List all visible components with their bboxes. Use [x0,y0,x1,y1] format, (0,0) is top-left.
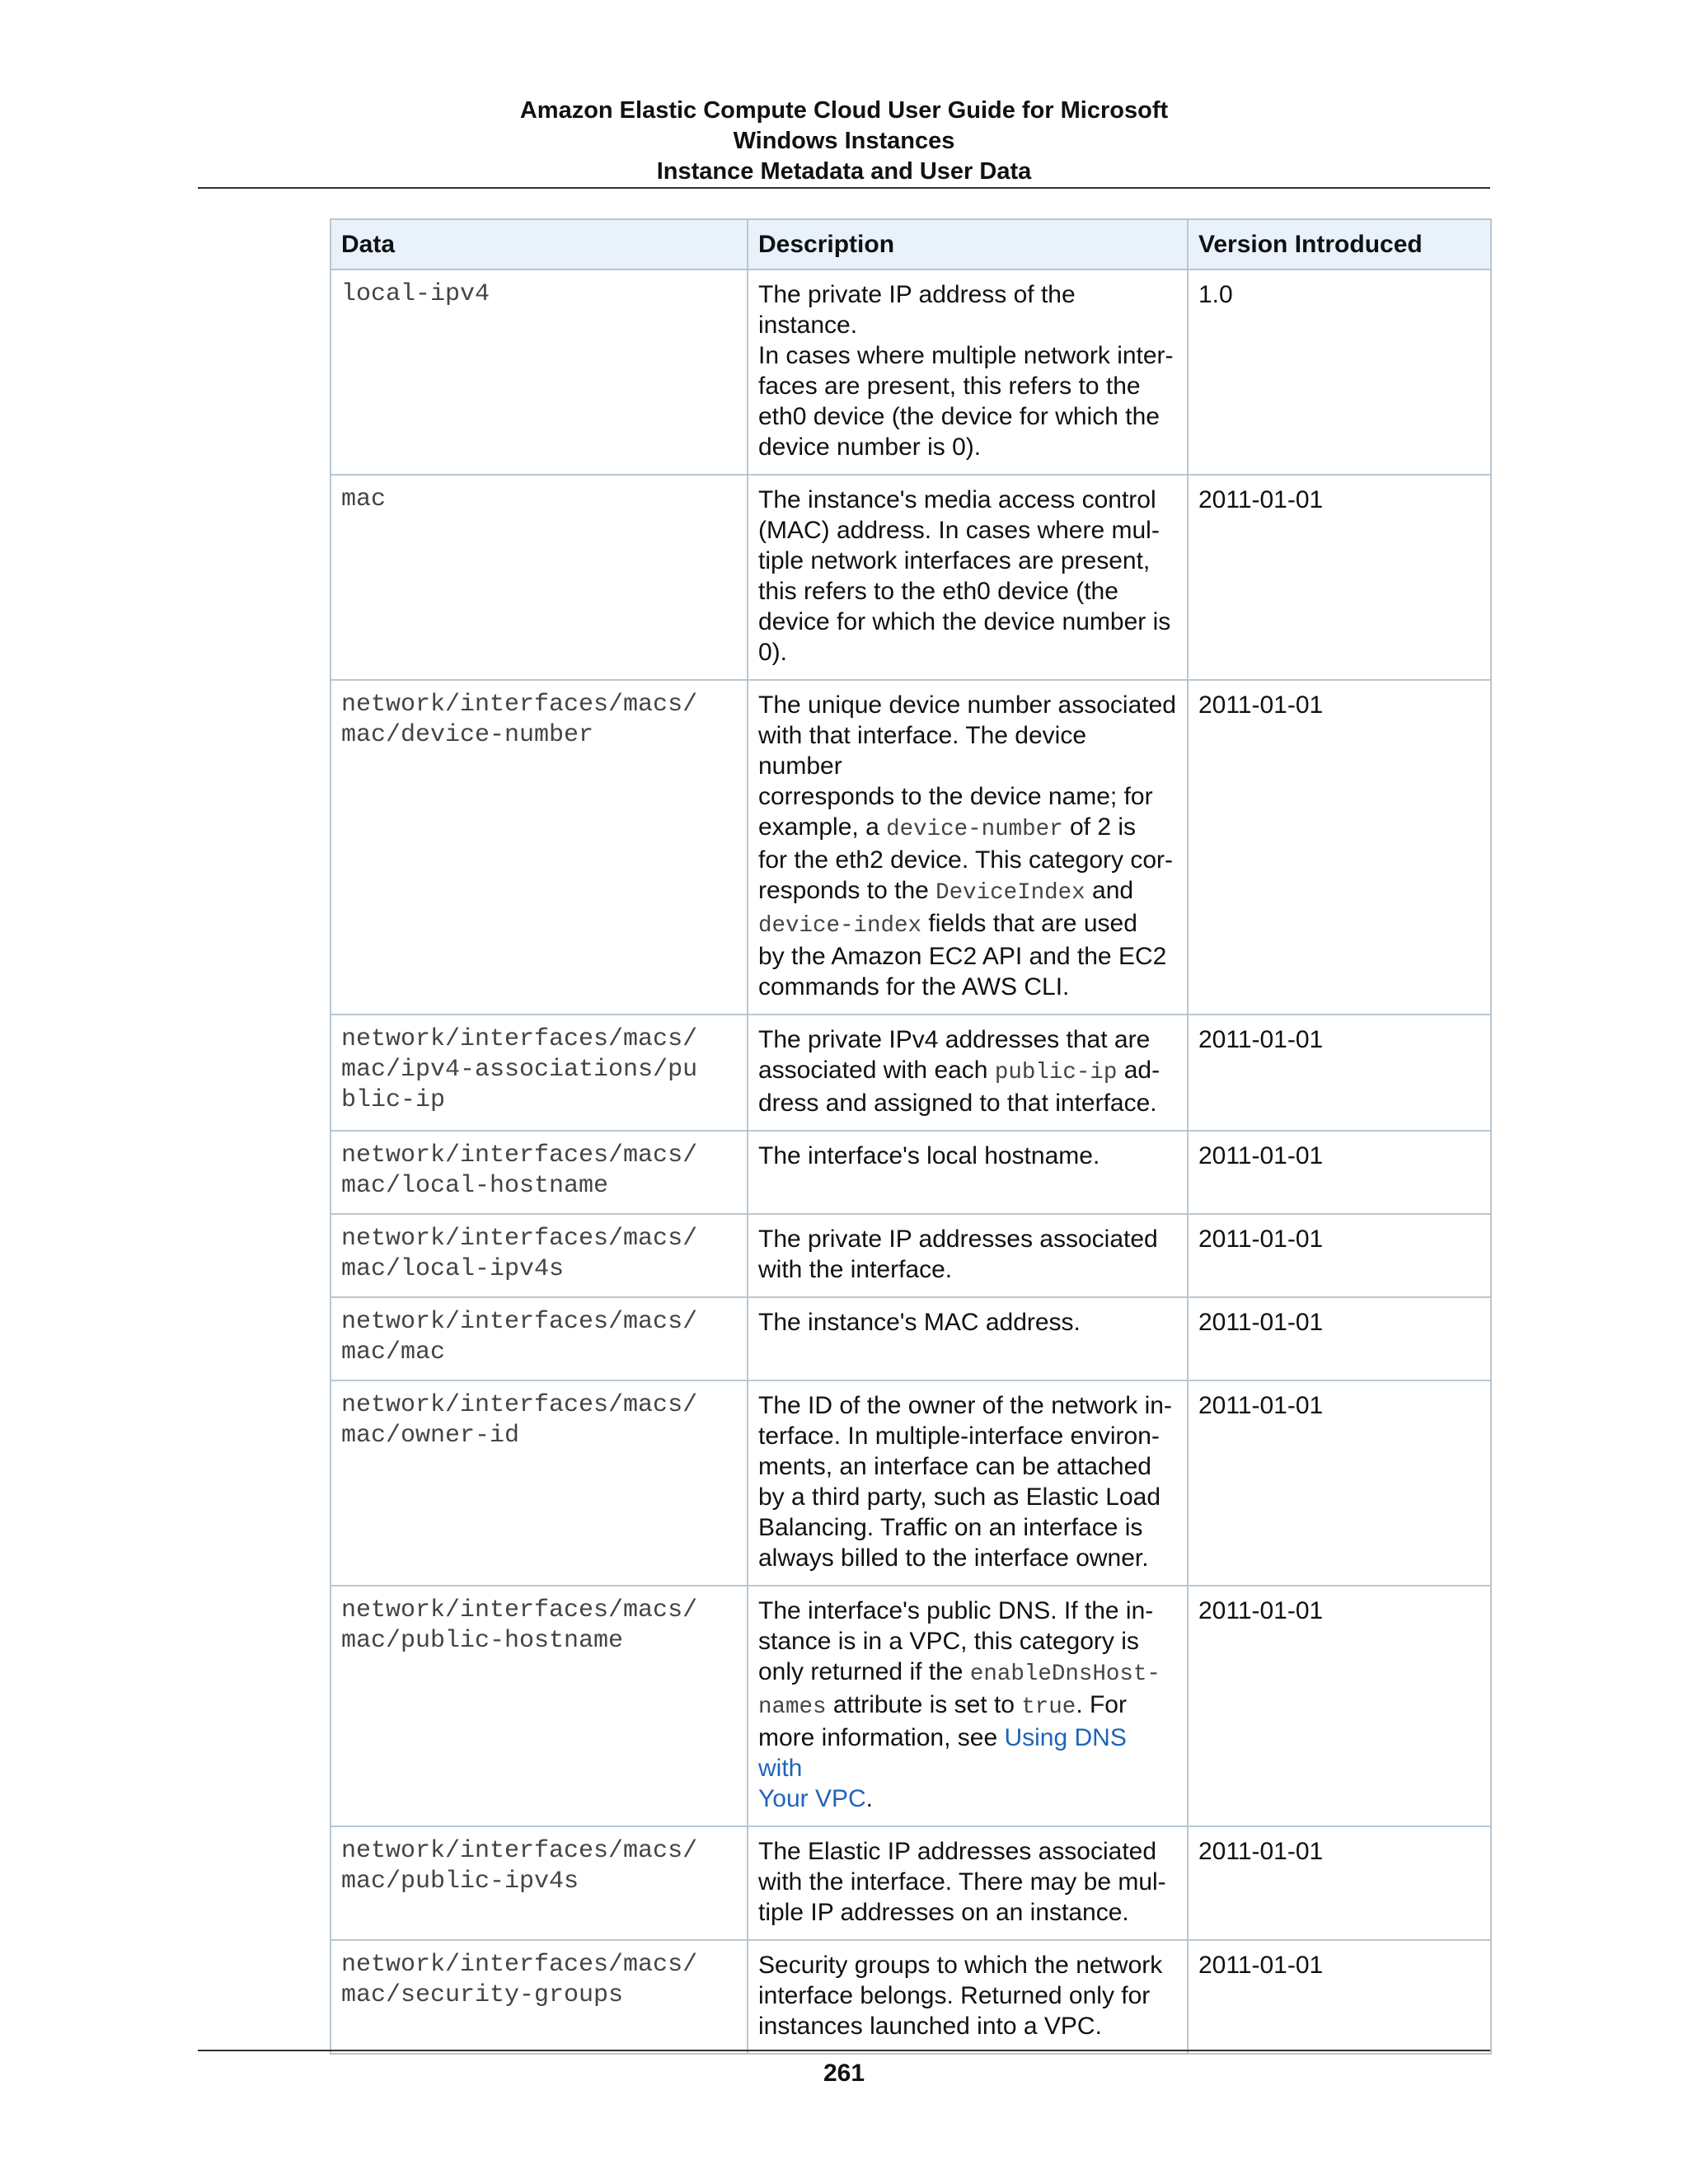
data-path: mac/security-groups [341,1981,624,2009]
description-line: device number is 0). [758,434,982,461]
description-line: more information, see [758,1724,1005,1751]
description-line: of 2 is [1062,813,1137,841]
description-line: ad- [1117,1057,1160,1084]
description-line: tiple network interfaces are present, [758,547,1151,574]
data-path: network/interfaces/macs/ [341,1025,698,1053]
description-line: . For [1076,1691,1127,1718]
table-row [331,1586,1491,1826]
description-line: The private IP addresses associated [758,1226,1158,1253]
version-cell: 2011-01-01 [1188,1297,1491,1380]
description-cell [748,1940,1188,2054]
data-path: mac/mac [341,1338,446,1366]
header-line-3: Instance Metadata and User Data [656,158,1032,185]
description-line: instances launched into a VPC. [758,2013,1102,2040]
description-line: The private IPv4 addresses that are [758,1026,1151,1053]
version-cell: 2011-01-01 [1188,680,1491,1015]
data-path: network/interfaces/macs/ [341,1225,698,1253]
data-cell [331,680,748,1015]
data-path: mac/device-number [341,721,594,749]
version-cell: 2011-01-01 [1188,1015,1491,1131]
data-cell [331,1131,748,1214]
data-path: mac/local-ipv4s [341,1255,565,1283]
description-line: associated with each [758,1057,995,1084]
table-row [331,1940,1491,2054]
table-row [331,1380,1491,1586]
description-cell [748,1015,1188,1131]
description-line: with that interface. The device number [758,722,1086,780]
description-line: interface belongs. Returned only for [758,1982,1151,2009]
description-line: eth0 device (the device for which the [758,403,1160,430]
data-path: network/interfaces/macs/ [341,1308,698,1336]
description-line: The private IP address of the instance. [758,281,1076,339]
data-cell [331,1214,748,1297]
inline-code: device-index [758,913,922,939]
link-text[interactable]: Your VPC [758,1785,866,1812]
data-path: mac/owner-id [341,1422,520,1450]
data-cell [331,1015,748,1131]
description-line: The ID of the owner of the network in- [758,1392,1172,1419]
data-path: network/interfaces/macs/ [341,1837,698,1865]
inline-code: public-ip [994,1060,1118,1085]
description-cell [748,1131,1188,1214]
data-path: network/interfaces/macs/ [341,1141,698,1169]
column-header-version: Version Introduced [1188,219,1491,269]
description-line: by a third party, such as Elastic Load [758,1483,1161,1511]
inline-code: names [758,1694,827,1720]
version-cell: 2011-01-01 [1188,1940,1491,2054]
header-line-2: Windows Instances [733,128,955,154]
version-cell: 2011-01-01 [1188,1380,1491,1586]
description-line: commands for the AWS CLI. [758,973,1070,1001]
metadata-table [330,218,1492,2055]
description-line: The interface's local hostname. [758,1142,1100,1169]
data-cell [331,1940,748,2054]
data-path: mac/public-ipv4s [341,1868,579,1896]
table-row [331,1214,1491,1297]
inline-code: DeviceIndex [935,880,1085,906]
description-line: device for which the device number is [758,608,1171,635]
description-line: Security groups to which the network [758,1952,1163,1979]
description-line: terface. In multiple-interface environ- [758,1422,1160,1450]
description-line: fields that are used [921,910,1137,937]
data-path: network/interfaces/macs/ [341,1951,698,1979]
description-line: by the Amazon EC2 API and the EC2 [758,943,1167,970]
description-line: responds to the [758,877,936,904]
description-line: Balancing. Traffic on an interface is [758,1514,1143,1541]
table-row [331,1131,1491,1214]
description-cell [748,680,1188,1015]
inline-code: enableDnsHost- [969,1661,1160,1687]
data-path: mac/public-hostname [341,1627,624,1655]
description-line: The unique device number associated [758,691,1176,719]
description-line: and [1085,877,1134,904]
data-cell [331,1297,748,1380]
table-row [331,680,1491,1015]
version-cell: 2011-01-01 [1188,1214,1491,1297]
link-text[interactable]: Using DNS with [758,1724,1127,1782]
table-row [331,269,1491,475]
inline-code: true [1021,1694,1076,1720]
data-path: blic-ip [341,1086,446,1114]
data-cell [331,1380,748,1586]
header-rule [198,187,1490,189]
page-number: 261 [823,2060,865,2087]
data-path: network/interfaces/macs/ [341,1391,698,1419]
data-cell [331,1826,748,1940]
data-cell [331,269,748,475]
description-line: ments, an interface can be attached [758,1453,1151,1480]
description-line: example, a [758,813,887,841]
data-path: network/interfaces/macs/ [341,691,698,719]
data-cell [331,475,748,680]
table-header-row [331,219,1491,269]
version-cell: 1.0 [1188,269,1491,475]
description-line: stance is in a VPC, this category is [758,1628,1139,1655]
table-row [331,475,1491,680]
version-cell: 2011-01-01 [1188,1586,1491,1826]
description-line: for the eth2 device. This category cor- [758,846,1174,874]
description-line: . [865,1785,873,1812]
version-cell: 2011-01-01 [1188,475,1491,680]
description-line: The interface's public DNS. If the in- [758,1597,1154,1624]
description-line: The instance's MAC address. [758,1309,1081,1336]
description-line: dress and assigned to that interface. [758,1090,1157,1117]
table-row [331,1826,1491,1940]
description-cell [748,1214,1188,1297]
data-path: mac/ipv4-associations/pu [341,1056,698,1084]
description-cell [748,1826,1188,1940]
description-line: tiple IP addresses on an instance. [758,1899,1129,1926]
header-line-1: Amazon Elastic Compute Cloud User Guide for Microsoft [519,97,1169,124]
description-cell [748,1297,1188,1380]
data-path: mac [341,485,387,513]
data-path: mac/local-hostname [341,1172,609,1200]
data-path: network/interfaces/macs/ [341,1596,698,1624]
inline-code: device-number [886,817,1063,842]
footer-rule [198,2050,1490,2051]
description-line: The instance's media access control [758,486,1156,513]
description-line: with the interface. [758,1256,953,1283]
description-line: In cases where multiple network inter- [758,342,1174,369]
description-line: faces are present, this refers to the [758,373,1141,400]
description-line: only returned if the [758,1658,970,1685]
description-line: corresponds to the device name; for [758,783,1153,810]
description-cell [748,269,1188,475]
column-header-description: Description [748,219,1188,269]
version-cell: 2011-01-01 [1188,1131,1491,1214]
description-cell [748,1586,1188,1826]
data-path: local-ipv4 [341,280,490,308]
table-row [331,1015,1491,1131]
description-cell [748,475,1188,680]
description-line: The Elastic IP addresses associated [758,1838,1157,1865]
data-cell [331,1586,748,1826]
description-line: (MAC) address. In cases where mul- [758,517,1160,544]
description-line: with the interface. There may be mul- [758,1868,1166,1896]
description-line: always billed to the interface owner. [758,1544,1149,1572]
version-cell: 2011-01-01 [1188,1826,1491,1940]
description-cell [748,1380,1188,1586]
description-line: 0). [758,639,788,666]
table-row [331,1297,1491,1380]
description-line: attribute is set to [826,1691,1022,1718]
column-header-data: Data [331,219,748,269]
running-header [198,96,1490,187]
description-line: this refers to the eth0 device (the [758,578,1118,605]
